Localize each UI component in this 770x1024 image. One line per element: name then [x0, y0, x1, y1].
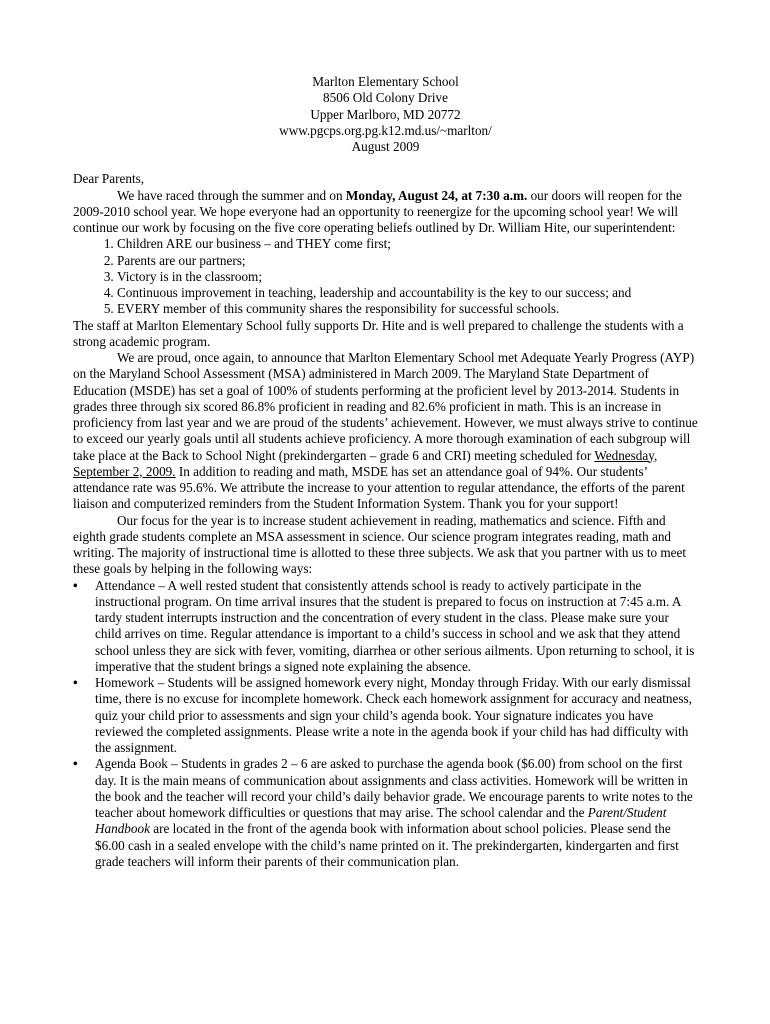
- list-item-attendance: [73, 577, 698, 676]
- agenda-text-post: are located in the front of the agenda book with information about school policies. Please send the $6.00 cash in a sealed envelope with the child’s name printed on it. The prekindergarten, kindergarten and first grade teachers will inform their parents of their communication plan.: [95, 821, 679, 869]
- list-item: 1. Children ARE our business – and THEY come first;: [117, 236, 698, 252]
- letter-date: August 2009: [351, 139, 420, 154]
- ayp-text-pre: We are proud, once again, to announce that Marlton Elementary School met Adequate Yearly Progress (AYP) on the Maryland School Assessment (MSA) administered in March 2009. The Maryland State Department of Education (MSDE) has set a goal of 100% of students performing at the proficient level by 2013-2014. Students in grades three through six scored 86.8% proficient in reading and 82.6% proficient in math. This is an increase in proficiency from last year and we are proud of the students’ achievement. However, we must always strive to continue to exceed our yearly goals until all students achieve proficiency. A more thorough examination of each subgroup will take place at the Back to School Night (prekindergarten – grade 6 and CRI) meeting scheduled for: [73, 350, 698, 463]
- list-item: 4. Continuous improvement in teaching, leadership and accountability is the key to our success; and: [117, 285, 698, 301]
- website-url: www.pgcps.org.pg.k12.md.us/~marlton/: [279, 122, 492, 138]
- bullet-icon: •: [73, 675, 78, 690]
- attendance-text: Attendance – A well rested student that consistently attends school is ready to actively participate in the instructional program. On time arrival insures that the student is prepared to focus on instruction at 7:45 a.m. A tardy student interrupts instruction and the concentration of every student in the class. Please make sure your child arrives on time. Regular attendance is important to a child’s success in school and we ask that they attend school unless they are sick with fever, vomiting, diarrhea or other serious ailments. Upon returning to school, it is imperative that the student brings a signed note explaining the absence.: [95, 577, 695, 674]
- city-state-zip: Upper Marlboro, MD 20772: [310, 106, 461, 122]
- street-address: 8506 Old Colony Drive: [323, 90, 448, 106]
- paragraph-focus: Our focus for the year is to increase student achievement in reading, mathematics and science. Fifth and eighth grade students complete an MSA assessment in science. Our science program integrates reading, math and writing. The majority of instructional time is allotted to these three subjects. We ask that you partner with us to meet these goals by helping in the following ways:: [73, 512, 686, 577]
- list-item-homework: [73, 675, 698, 756]
- core-beliefs-list: [73, 236, 698, 317]
- list-item: 3. Victory is in the classroom;: [117, 269, 698, 285]
- reopening-date: Monday, August 24, at 7:30 a.m.: [345, 187, 528, 203]
- paragraph-reopening: [73, 188, 698, 237]
- paragraph-staff-support: The staff at Marlton Elementary School fully supports Dr. Hite and is well prepared to challenge the students with a strong academic program.: [73, 317, 684, 349]
- back-to-school-date: Wednesday, September 2, 2009.: [73, 447, 658, 479]
- reopening-text-pre: We have raced through the summer and on: [117, 187, 346, 203]
- paragraph-ayp: [73, 350, 698, 513]
- ways-to-help-list: [73, 578, 698, 871]
- handbook-title: Parent/Student Handbook: [95, 805, 667, 837]
- ayp-text-post: In addition to reading and math, MSDE has set an attendance goal of 94%. Our students’ attendance rate was 95.6%. We attribute the increase to your attention to regular attendance, the efforts of the parent liaison and computerized reminders from the Student Information System. Thank you for your support!: [73, 463, 685, 512]
- homework-text: Homework – Students will be assigned homework every night, Monday through Friday. With our early dismissal time, there is no excuse for incomplete homework. Check each homework assignment for accuracy and neatness, quiz your child prior to assessments and sign your child’s agenda book. Your signature indicates you have reviewed the completed assignments. Please write a note in the agenda book if your child has had difficulty with the assignment.: [95, 675, 692, 755]
- school-name: Marlton Elementary School: [312, 74, 459, 89]
- letterhead: [73, 74, 698, 155]
- list-item: 5. EVERY member of this community shares the responsibility for successful schools.: [117, 301, 698, 317]
- list-item-agenda-book: [73, 756, 698, 870]
- salutation: Dear Parents,: [73, 171, 145, 187]
- list-item: 2. Parents are our partners;: [117, 253, 698, 269]
- bullet-icon: •: [73, 756, 78, 772]
- agenda-text-pre: Agenda Book – Students in grades 2 – 6 are asked to purchase the agenda book ($6.00) from school on the first day. It is the main means of communication about assignments and class activities. Homework will be written in the book and the teacher will record your child’s daily behavior grade. We encourage parents to write notes to the teacher about homework difficulties or questions that may arise. The school calendar and the: [95, 756, 693, 820]
- bullet-icon: •: [73, 577, 78, 593]
- letter-page: [73, 74, 698, 870]
- reopening-text-post: our doors will reopen for the 2009-2010 school year. We hope everyone had an opportunity to reenergize for the upcoming school year! We will continue our work by focusing on the five core operating beliefs outlined by Dr. William Hite, our superintendent:: [73, 187, 682, 235]
